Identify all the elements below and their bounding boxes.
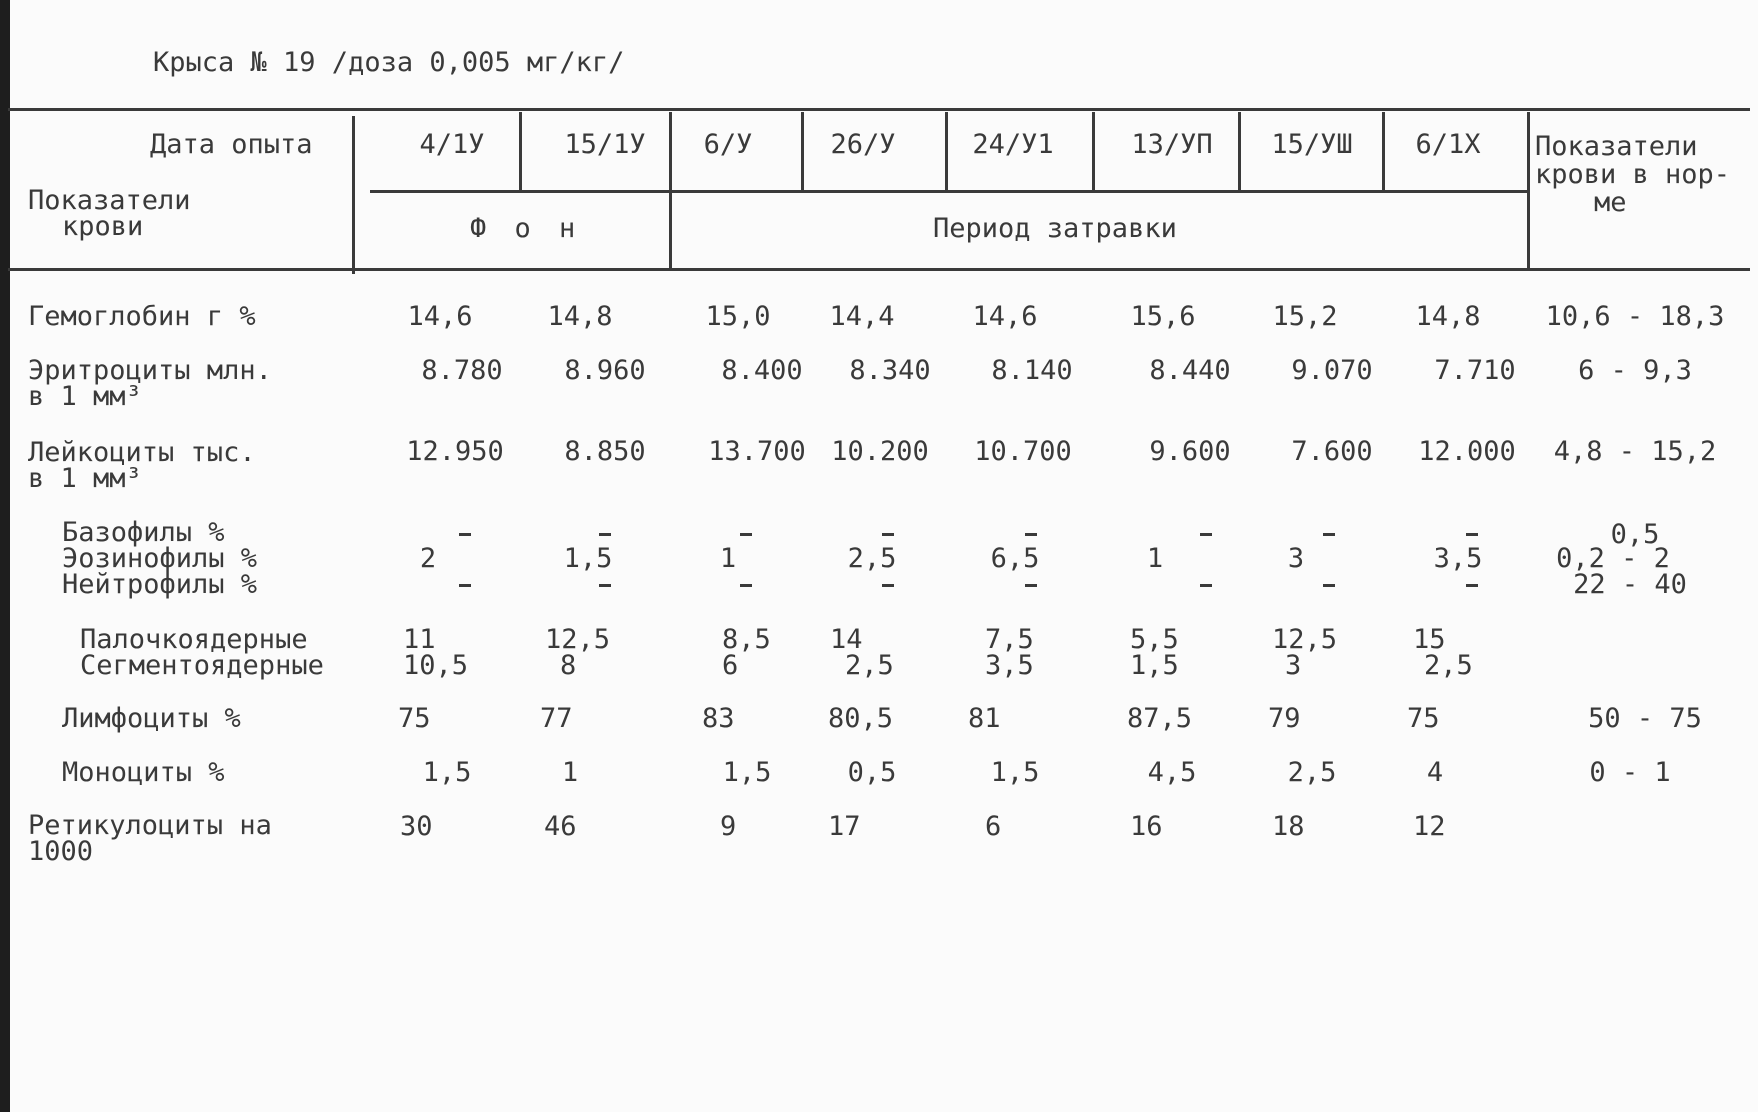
date-header: 15/1У: [564, 129, 646, 160]
table-cell: 1: [561, 757, 579, 788]
norm-cell: 0,5: [1610, 519, 1660, 550]
page-title: Крыса № 19 /доза 0,005 мг/кг/: [153, 47, 625, 78]
table-cell: 4: [1426, 757, 1444, 788]
table-cell: 81: [968, 703, 1001, 734]
table-cell: 6,5: [990, 543, 1040, 574]
table-cell: 2,5: [847, 543, 897, 574]
row-label-band: Палочкоядерные: [80, 624, 308, 655]
col-divider: [519, 112, 522, 190]
row-label-segmented: Сегментоядерные: [80, 650, 324, 681]
row-label-erythrocytes: Эритроциты млн.: [28, 355, 272, 386]
basophils-empty-mark: [599, 533, 611, 536]
col-divider: [801, 112, 804, 190]
basophils-empty-mark: [740, 533, 752, 536]
phase-background-label: Ф о н: [470, 213, 582, 244]
table-cell: 30: [400, 811, 433, 842]
indicators-label: Показатели: [28, 185, 191, 216]
col-divider: [1092, 112, 1095, 190]
table-cell: 8,5: [722, 624, 771, 655]
neutrophils-empty-mark: [882, 584, 894, 587]
neutrophils-empty-mark: [1025, 584, 1037, 587]
basophils-empty-mark: [1200, 533, 1212, 536]
table-cell: 1: [1146, 543, 1164, 574]
col-divider: [1238, 112, 1241, 190]
table-cell: 1: [719, 543, 737, 574]
table-cell: 8.850: [564, 436, 646, 467]
date-header: 15/УШ: [1271, 129, 1353, 160]
scan-edge: [0, 0, 10, 1112]
date-header: 4/1У: [419, 129, 485, 160]
table-cell: 14,8: [547, 301, 613, 332]
table-cell: 14,6: [972, 301, 1038, 332]
table-cell: 2,5: [1424, 650, 1473, 681]
col-divider: [945, 112, 948, 190]
row-label-monocytes: Моноциты %: [62, 757, 225, 788]
header-bottom-rule: [8, 268, 1750, 271]
row-label-reticulocytes: 1000: [28, 836, 94, 867]
table-cell: 8.140: [991, 355, 1073, 386]
table-cell: 10.700: [974, 436, 1072, 467]
row-label-neutrophils: Нейтрофилы %: [62, 569, 258, 600]
table-cell: 18: [1272, 811, 1305, 842]
table-cell: 83: [702, 703, 735, 734]
table-cell: 14,8: [1415, 301, 1481, 332]
table-cell: 10,5: [403, 650, 469, 681]
table-cell: 0,5: [847, 757, 897, 788]
basophils-empty-mark: [1323, 533, 1335, 536]
neutrophils-empty-mark: [459, 584, 471, 587]
table-cell: 14: [830, 624, 863, 655]
table-cell: 12,5: [545, 624, 611, 655]
table-cell: 11: [403, 624, 436, 655]
table-cell: 4,5: [1147, 757, 1197, 788]
norm-header: ме: [1594, 187, 1627, 218]
table-cell: 9.070: [1291, 355, 1373, 386]
table-cell: 7.600: [1291, 436, 1373, 467]
table-cell: 46: [544, 811, 577, 842]
table-cell: 12,5: [1272, 624, 1338, 655]
table-cell: 75: [1407, 703, 1440, 734]
table-cell: 8.780: [421, 355, 503, 386]
table-cell: 14,4: [829, 301, 895, 332]
table-cell: 15,0: [705, 301, 771, 332]
table-cell: 2: [419, 543, 437, 574]
table-cell: 2,5: [845, 650, 894, 681]
table-cell: 3: [1285, 650, 1302, 681]
date-header: 26/У: [830, 129, 896, 160]
table-cell: 15,2: [1272, 301, 1338, 332]
table-cell: 8: [560, 650, 577, 681]
table-cell: 1,5: [990, 757, 1040, 788]
table-cell: 8.960: [564, 355, 646, 386]
basophils-empty-mark: [1025, 533, 1037, 536]
row-label-lymphocytes: Лимфоциты %: [62, 703, 241, 734]
table-cell: 6: [985, 811, 1002, 842]
phase-poisoning-label: Период затравки: [933, 213, 1177, 244]
table-cell: 87,5: [1127, 703, 1193, 734]
table-cell: 3: [1287, 543, 1305, 574]
row-label-reticulocytes: Ретикулоциты на: [28, 810, 272, 841]
norm-cell: 10,6 - 18,3: [1545, 301, 1725, 332]
col-divider: [1527, 112, 1530, 270]
table-cell: 10.200: [831, 436, 929, 467]
norm-cell: 4,8 - 15,2: [1553, 436, 1717, 467]
basophils-empty-mark: [882, 533, 894, 536]
neutrophils-empty-mark: [1200, 584, 1212, 587]
col-divider: [352, 116, 355, 274]
table-cell: 8.400: [721, 355, 803, 386]
basophils-empty-mark: [459, 533, 471, 536]
row-label-erythrocytes: в 1 мм³: [28, 381, 142, 412]
header-divider-rule: [370, 190, 1530, 193]
table-cell: 9: [720, 811, 737, 842]
table-cell: 9.600: [1149, 436, 1231, 467]
table-cell: 13.700: [708, 436, 806, 467]
date-header: 13/УП: [1131, 129, 1213, 160]
row-label-leukocytes: в 1 мм³: [28, 463, 142, 494]
neutrophils-empty-mark: [599, 584, 611, 587]
table-cell: 14,6: [407, 301, 473, 332]
table-cell: 8.440: [1149, 355, 1231, 386]
table-cell: 6: [722, 650, 739, 681]
table-cell: 3,5: [1433, 543, 1483, 574]
row-label-eosinophils: Эозинофилы %: [62, 543, 258, 574]
norm-cell: 22 - 40: [1573, 569, 1687, 600]
table-cell: 15: [1413, 624, 1446, 655]
table-cell: 12.950: [406, 436, 504, 467]
norm-cell: 6 - 9,3: [1578, 355, 1692, 386]
date-label: Дата опыта: [150, 129, 313, 160]
date-header: 6/У: [703, 129, 753, 160]
table-cell: 1,5: [722, 757, 772, 788]
table-cell: 2,5: [1287, 757, 1337, 788]
col-divider: [669, 112, 672, 270]
row-label-basophils: Базофилы %: [62, 517, 225, 548]
date-header: 6/1Х: [1415, 129, 1481, 160]
table-cell: 80,5: [828, 703, 894, 734]
table-cell: 1,5: [563, 543, 613, 574]
table-cell: 75: [398, 703, 431, 734]
col-divider: [1382, 112, 1385, 190]
table-cell: 15,6: [1130, 301, 1196, 332]
basophils-empty-mark: [1466, 533, 1478, 536]
row-label-leukocytes: Лейкоциты тыс.: [28, 437, 256, 468]
table-cell: 16: [1130, 811, 1163, 842]
table-cell: 5,5: [1130, 624, 1179, 655]
table-cell: 3,5: [985, 650, 1034, 681]
table-cell: 79: [1268, 703, 1301, 734]
neutrophils-empty-mark: [1466, 584, 1478, 587]
norm-cell: 0,2 - 2: [1556, 543, 1670, 574]
table-cell: 8.340: [849, 355, 931, 386]
table-cell: 12: [1413, 811, 1446, 842]
row-label-hemoglobin: Гемоглобин г %: [28, 301, 256, 332]
table-cell: 7,5: [985, 624, 1034, 655]
table-cell: 12.000: [1418, 436, 1516, 467]
table-cell: 7.710: [1434, 355, 1516, 386]
norm-cell: 50 - 75: [1588, 703, 1702, 734]
neutrophils-empty-mark: [740, 584, 752, 587]
table-cell: 17: [828, 811, 861, 842]
date-header: 24/У1: [972, 129, 1054, 160]
norm-cell: 0 - 1: [1589, 757, 1671, 788]
norm-header: крови в нор-: [1535, 159, 1731, 190]
table-cell: 1,5: [1130, 650, 1179, 681]
norm-header: Показатели: [1535, 131, 1698, 162]
table-top-rule: [8, 108, 1750, 111]
table-cell: 1,5: [422, 757, 472, 788]
indicators-label: крови: [62, 211, 144, 242]
table-cell: 77: [540, 703, 573, 734]
neutrophils-empty-mark: [1323, 584, 1335, 587]
